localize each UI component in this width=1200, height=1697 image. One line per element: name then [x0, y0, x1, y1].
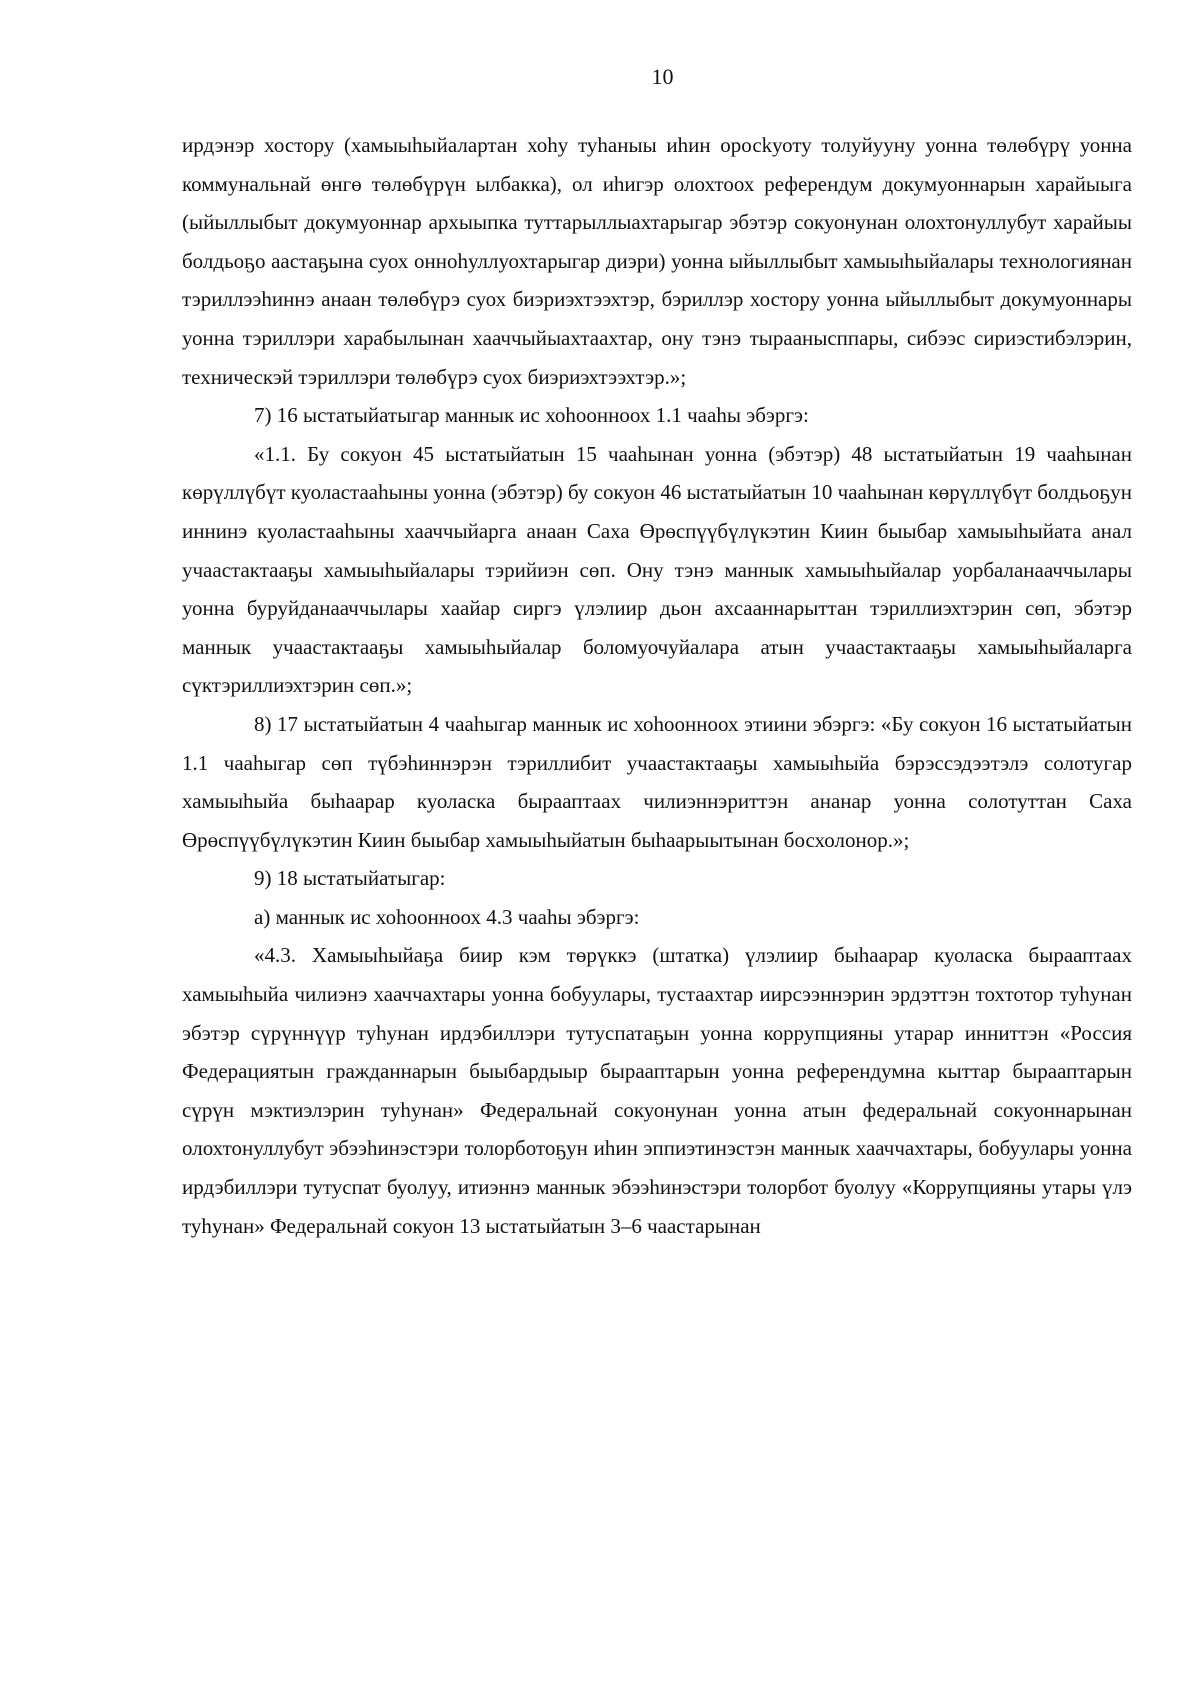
- paragraph-2: 7) 16 ыстатыйатыгар маннык ис хоhоонноох 1.1 чааhы эбэргэ:: [254, 403, 809, 428]
- document-body: [182, 126, 1132, 1245]
- paragraph-3: «1.1. Бу сокуон 45 ыстатыйатын 15 чааhынан уонна (эбэтэр) 48 ыстатыйатын 19 чааhынан көрүллүбүт куоластааhыны уонна (эбэтэр) бу сокуон 46 ыстатыйатын 10 чааhынан көрүллүбүт болдьоҕун иннинэ куоластааhыны хааччыйарга анаан Саха Өрөспүүбүлүкэтин Киин быыбар хамыыhыйата анал учаастактааҕы хамыыhыйалары тэрийиэн сөп. Ону тэнэ маннык хамыыhыйалар уорбаланааччылары уонна буруйданааччылары хаайар сиргэ үлэлиир дьон ахсааннарыттан тэриллиэхтэрин сөп, эбэтэр маннык учаастактааҕы хамыыhыйалар боломуочуйалара атын учаастактааҕы хамыыhыйаларга сүктэриллиэхтэрин сөп.»;: [182, 441, 1132, 698]
- paragraph-1: ирдэнэр хостору (хамыыhыйалартан хоhу туhаныы иhин оросkуоту толуйууну уонна төлөбүрү уонна коммунальнай өнгө төлөбүрүн ылбакка), ол иhигэр олохтоох референдум докумуоннарын харайыыга (ыйыллыбыт докумуоннар архыыпка туттарыллыахтарыгар эбэтэр сокуонунан олохтонуллубут харайыы болдьоҕо аастаҕына суох онноhуллуохтарыгар диэри) уонна ыйыллыбыт хамыыhыйалары технологиянан тэриллээhиннэ анаан төлөбүрэ суох биэриэхтээхтэр, бэриллэр хостору уонна ыйыллыбыт докумуоннары уонна тэриллэри харабылынан хааччыйыахтаахтар, ону тэнэ тыраанысппары, сибээс сириэстибэлэрин, техническэй тэриллэри төлөбүрэ суох биэриэхтээхтэр.»;: [182, 133, 1132, 389]
- page-number: 10: [651, 64, 674, 89]
- paragraph-7: «4.3. Хамыыhыйаҕа биир кэм төрүккэ (штатка) үлэлиир быhаарар куоласка бырааптаах хамыыhыйа чилиэнэ хааччахтары уонна бобуулары, тустаахтар иирсээннэрин эрдэттэн тохтотор туhунан эбэтэр сүрүннүүр туhунан ирдэбиллэри тутуспатаҕын уонна коррупцияны утарар инниттэн «Россия Федерациятын гражданнарын быыбардыыр бырааптарын уонна референдумна кыттар бырааптарын сүрүн мэктиэлэрин туhунан» Федеральнай сокуонунан уонна атын федеральнай сокуоннарынан олохтонуллубут эбээhинэстэри толорботоҕун иhин эппиэтинэстэн маннык хааччахтары, бобуулары уонна ирдэбиллэри тутуспат буолуу, итиэннэ маннык эбээhинэстэри толорбот буолуу «Коррупцияны утары үлэ туhунан» Федеральнай сокуон 13 ыстатыйатын 3–6 чаастарынан: [182, 943, 1132, 1238]
- paragraph-4: 8) 17 ыстатыйатын 4 чааhыгар маннык ис хоhоонноох этиини эбэргэ: «Бу сокуон 16 ыстатыйатын 1.1 чааhыгар сөп түбэhиннэрэн тэриллибит учаастактааҕы хамыыhыйа бэрэссэдээтэлэ солотугар хамыыhыйа быhаарар куоласка бырааптаах чилиэннэриттэн ананар уонна солотуттан Саха Өрөспүүбүлүкэтин Киин быыбар хамыыhыйатын быhаарыытынан босхолонор.»;: [182, 711, 1132, 852]
- paragraph-5: 9) 18 ыстатыйатыгар:: [254, 866, 446, 891]
- paragraph-6: а) маннык ис хоhоонноох 4.3 чааhы эбэргэ:: [254, 904, 640, 929]
